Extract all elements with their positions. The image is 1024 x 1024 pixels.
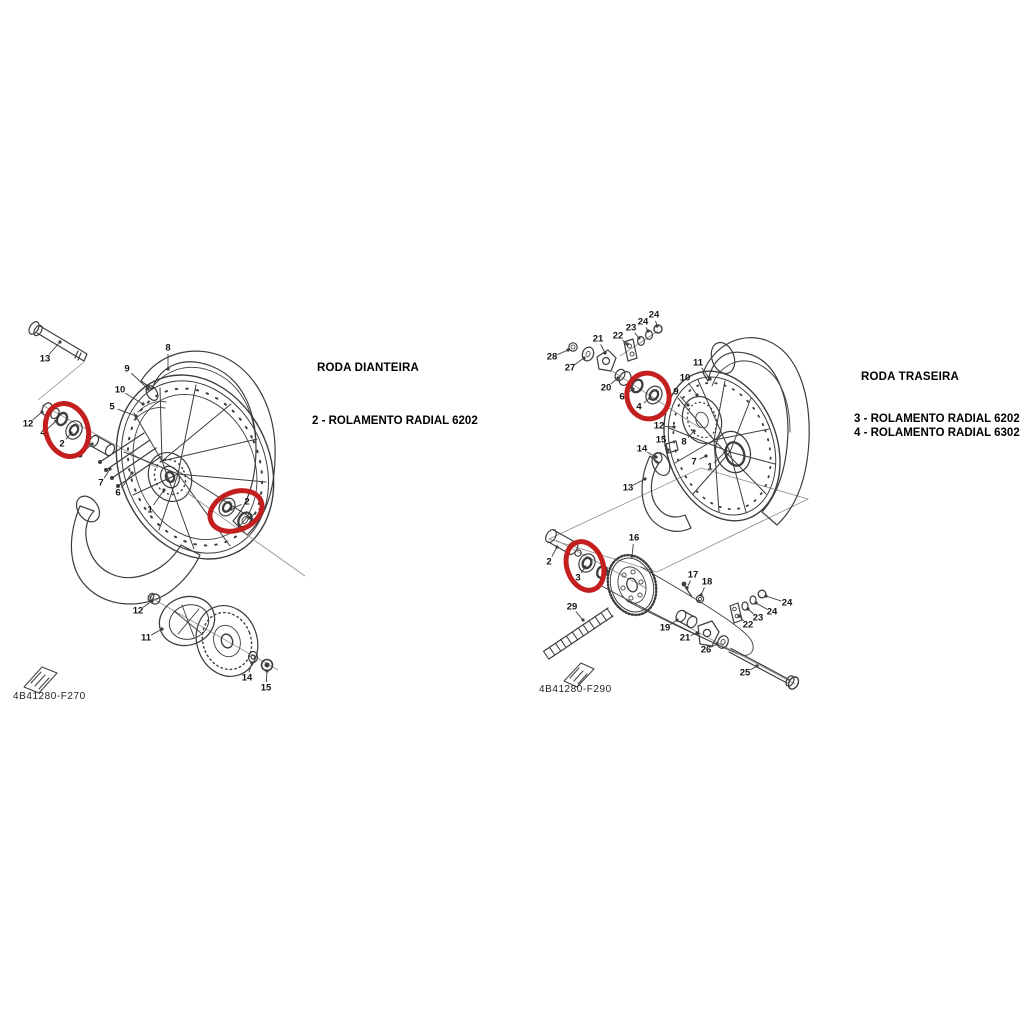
leader-dot (708, 377, 711, 380)
leader-dot (141, 402, 144, 405)
leader-line (632, 544, 633, 556)
leader-dot (695, 393, 698, 396)
front-diagram-code: 4B41280-F270 (13, 691, 86, 702)
leader-dot (130, 471, 133, 474)
part-number-label: 26 (700, 644, 712, 656)
leader-line (688, 383, 697, 395)
bearing-highlight-circle (622, 368, 674, 423)
leader-dot (754, 601, 757, 604)
leader-dot (162, 488, 165, 491)
leader-dot (265, 669, 268, 672)
leader-line (143, 601, 152, 608)
leader-dot (643, 477, 646, 480)
part-number-label: 3 (77, 449, 83, 461)
leader-line (47, 421, 56, 429)
part-number-label: 18 (701, 576, 713, 588)
callout-line: 3 - ROLAMENTO RADIAL 6202 (854, 413, 1020, 425)
leader-dot (692, 429, 695, 432)
leader-dot (581, 618, 584, 621)
part-number-label: 12 (653, 420, 665, 432)
part-number-label: 17 (687, 569, 699, 581)
leader-dot (675, 618, 678, 621)
leader-dot (685, 586, 688, 589)
part-number-label: 4 (636, 401, 642, 413)
leader-dot (625, 342, 628, 345)
front-bearing-callouts (312, 414, 478, 428)
leader-line (756, 603, 767, 609)
part-number-label: 24 (648, 309, 660, 321)
leader-line (121, 473, 132, 488)
rear-bearing-callouts (854, 412, 1020, 440)
part-number-label: 12 (132, 605, 144, 617)
part-number-label: 16 (628, 532, 640, 544)
leader-dot (616, 376, 619, 379)
part-number-label: 24 (637, 316, 649, 328)
front-diagram-title: RODA DIANTEIRA (317, 362, 420, 374)
part-number-label: 4 (40, 427, 46, 439)
leader-dot (229, 507, 232, 510)
part-number-label: 23 (625, 322, 637, 334)
leader-dot (108, 467, 111, 470)
part-number-label: 25 (739, 667, 751, 679)
leader-line (633, 479, 645, 485)
leader-dot (654, 455, 657, 458)
part-number-label: 2 (244, 496, 250, 508)
part-number-label: 2 (546, 556, 552, 568)
part-number-label: 8 (165, 342, 171, 354)
part-number-label: 29 (566, 601, 578, 613)
leader-dot (90, 442, 93, 445)
part-number-label: 7 (691, 456, 697, 468)
leader-line (702, 368, 710, 379)
leader-line (575, 358, 584, 365)
part-number-label: 15 (655, 434, 667, 446)
leader-dot (54, 419, 57, 422)
part-number-label: 8 (681, 436, 687, 448)
leader-dot (69, 431, 72, 434)
part-number-label: 15 (260, 682, 272, 694)
leader-dot (723, 450, 726, 453)
leader-dot (166, 367, 169, 370)
leader-dot (631, 387, 634, 390)
part-number-label: 14 (636, 443, 648, 455)
leader-line (131, 373, 148, 389)
part-number-label: 4 (258, 503, 264, 515)
leader-line (153, 490, 164, 505)
leader-dot (695, 631, 698, 634)
callout-line: 4 - ROLAMENTO RADIAL 6302 (854, 427, 1020, 439)
leader-line (33, 412, 42, 420)
part-number-label: 21 (592, 333, 604, 345)
callout-line: 2 - ROLAMENTO RADIAL 6202 (312, 415, 478, 427)
leader-dot (247, 516, 250, 519)
part-number-label: 2 (59, 438, 65, 450)
part-number-label: 5 (109, 401, 115, 413)
leader-dot (715, 642, 718, 645)
part-number-label: 24 (781, 597, 793, 609)
leader-dot (566, 348, 569, 351)
part-number-label: 20 (600, 382, 612, 394)
leader-line (766, 596, 781, 601)
leader-dot (672, 425, 675, 428)
leader-dot (603, 351, 606, 354)
leader-line (125, 393, 143, 404)
part-number-label: 9 (124, 363, 130, 375)
leader-dot (583, 565, 586, 568)
leader-dot (150, 599, 153, 602)
part-number-label: 11 (692, 357, 704, 369)
part-number-label: 22 (742, 619, 754, 631)
leader-dot (686, 403, 689, 406)
part-number-label: 19 (659, 622, 671, 634)
part-number-label: 22 (612, 330, 624, 342)
leader-dot (58, 340, 61, 343)
leader-line (49, 342, 60, 355)
rear-diagram-code: 4B41280-F290 (539, 684, 612, 695)
part-number-label: 9 (673, 386, 679, 398)
leader-dot (655, 324, 658, 327)
leader-dot (666, 448, 669, 451)
bearing-highlight-circle (39, 398, 96, 462)
part-number-label: 10 (114, 384, 126, 396)
part-number-label: 10 (679, 372, 691, 384)
leader-line (151, 629, 162, 635)
part-number-label: 6 (619, 391, 625, 403)
leader-line (714, 452, 725, 463)
part-number-label: 7 (98, 477, 104, 489)
leader-dot (648, 396, 651, 399)
leader-dot (746, 607, 749, 610)
part-number-label: 23 (752, 612, 764, 624)
leader-dot (146, 387, 149, 390)
leader-dot (40, 410, 43, 413)
leader-dot (737, 614, 740, 617)
part-number-label: 21 (679, 632, 691, 644)
part-number-label: 13 (39, 353, 51, 365)
leader-dot (646, 329, 649, 332)
leader-dot (764, 594, 767, 597)
part-number-label: 28 (546, 351, 558, 363)
leader-dot (630, 554, 633, 557)
part-number-label: 11 (140, 632, 152, 644)
leader-dot (755, 664, 758, 667)
leader-dot (637, 336, 640, 339)
leader-line (552, 547, 557, 557)
part-number-label: 24 (766, 606, 778, 618)
leader-line (266, 671, 267, 682)
leader-line (118, 409, 136, 416)
part-number-label: 27 (564, 362, 576, 374)
leader-dot (699, 593, 702, 596)
part-number-label: 3 (575, 572, 581, 584)
leader-dot (704, 454, 707, 457)
leader-line (576, 612, 583, 620)
part-number-label: 13 (622, 482, 634, 494)
part-number-label: 6 (115, 487, 121, 499)
rear-diagram-title: RODA TRASEIRA (861, 371, 960, 383)
leader-dot (250, 661, 253, 664)
leader-line (231, 504, 242, 509)
leader-dot (582, 356, 585, 359)
leader-dot (160, 627, 163, 630)
part-number-label: 1 (147, 504, 153, 516)
part-number-label: 1 (707, 461, 713, 473)
leader-dot (555, 545, 558, 548)
leader-line (680, 396, 688, 405)
leader-line (557, 350, 568, 355)
part-number-label: 14 (241, 672, 253, 684)
part-number-label: 12 (22, 418, 34, 430)
leader-dot (134, 414, 137, 417)
